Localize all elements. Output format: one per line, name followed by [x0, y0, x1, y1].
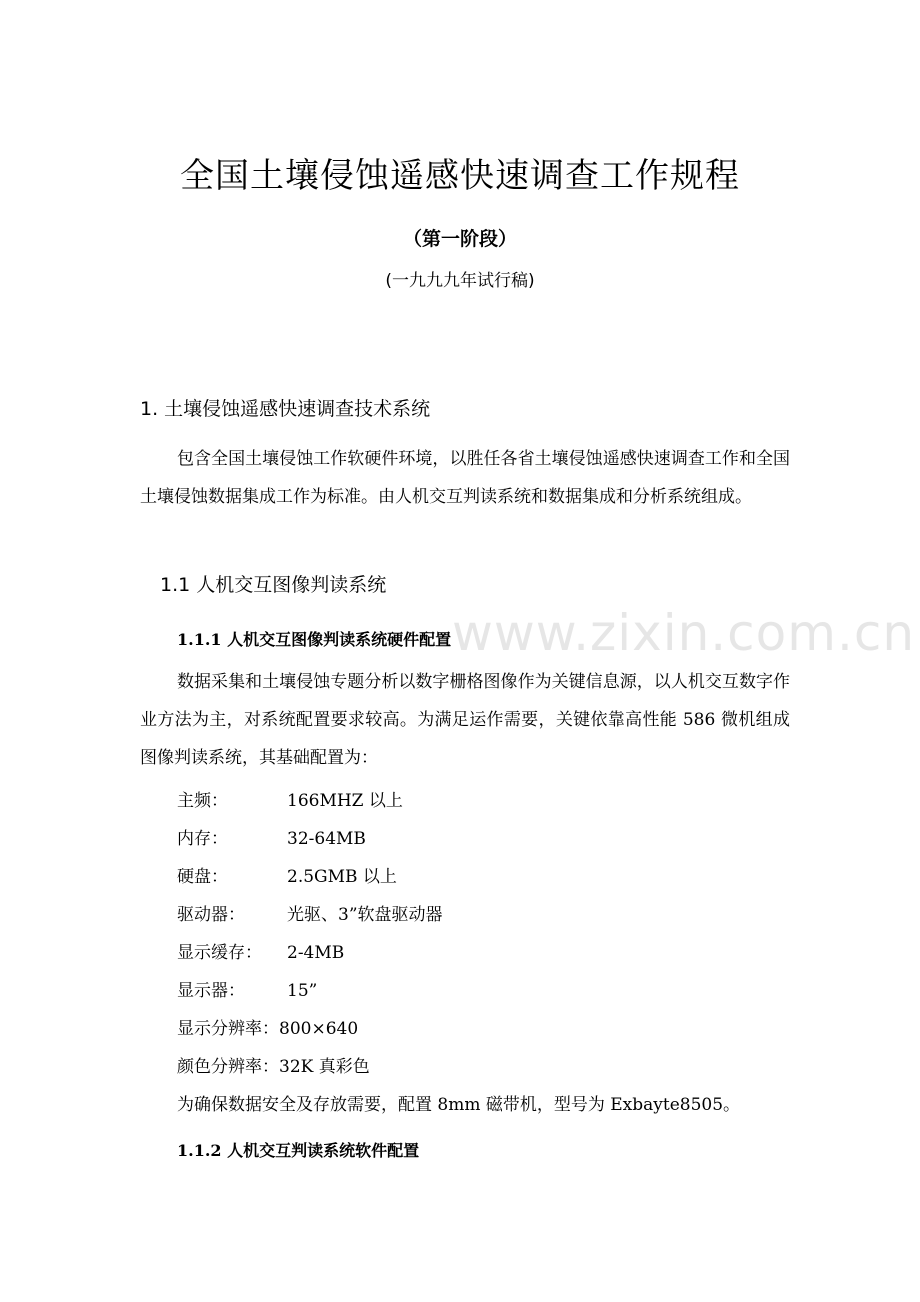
spec-value: 光驱、3”软盘驱动器 [287, 905, 443, 925]
spec-row [177, 1014, 358, 1039]
section-heading-1-1-1: 1.1.1 人机交互图像判读系统硬件配置 [177, 630, 452, 649]
document-title: 全国土壤侵蚀遥感快速调查工作规程 [180, 156, 740, 196]
tape-drive-note: 为确保数据安全及存放需要，配置 8mm 磁带机，型号为 Exbayte8505。 [177, 1095, 741, 1115]
spec-value: 166MHZ 以上 [287, 791, 403, 811]
spec-value: 32-64MB [287, 829, 366, 849]
spec-key: 显示缓存： [177, 943, 262, 963]
spec-key: 驱动器： [177, 905, 245, 925]
section-heading-1: 1. 土壤侵蚀遥感快速调查技术系统 [140, 398, 431, 420]
spec-value: 800×640 [279, 1019, 359, 1039]
spec-value: 15” [287, 981, 318, 1001]
draft-note: (一九九九年试行稿) [385, 271, 535, 291]
spec-key: 内存： [177, 829, 228, 849]
spec-row [177, 862, 397, 887]
spec-row [177, 976, 317, 1001]
section-1-1-1-paragraph: 数据采集和土壤侵蚀专题分析以数字栅格图像作为关键信息源，以人机交互数字作业方法为主，对系统配置要求较高。为满足运作需要，关键依靠高性能 586 微机组成图像判读系统，其基础配置为： [140, 672, 790, 768]
spec-value: 2.5GMB 以上 [287, 867, 397, 887]
spec-key: 主频： [177, 791, 228, 811]
spec-value: 32K 真彩色 [279, 1057, 370, 1077]
spec-key: 显示器： [177, 981, 245, 1001]
spec-value: 2-4MB [287, 943, 345, 963]
spec-row [177, 900, 443, 925]
section-1-paragraph: 包含全国土壤侵蚀工作软硬件环境，以胜任各省土壤侵蚀遥感快速调查工作和全国土壤侵蚀数据集成工作为标准。由人机交互判读系统和数据集成和分析系统组成。 [140, 449, 790, 507]
watermark: www.zixin.com.cn [452, 604, 916, 662]
spec-row [177, 938, 344, 963]
spec-key: 颜色分辨率： [177, 1057, 279, 1077]
spec-row [177, 1052, 370, 1077]
spec-key: 显示分辨率： [177, 1019, 279, 1039]
spec-row [177, 824, 366, 849]
section-heading-1-1: 1.1 人机交互图像判读系统 [160, 574, 387, 596]
document-subtitle: （第一阶段） [402, 228, 517, 250]
spec-row [177, 786, 403, 811]
spec-key: 硬盘： [177, 867, 228, 887]
section-heading-1-1-2: 1.1.2 人机交互判读系统软件配置 [177, 1141, 420, 1160]
